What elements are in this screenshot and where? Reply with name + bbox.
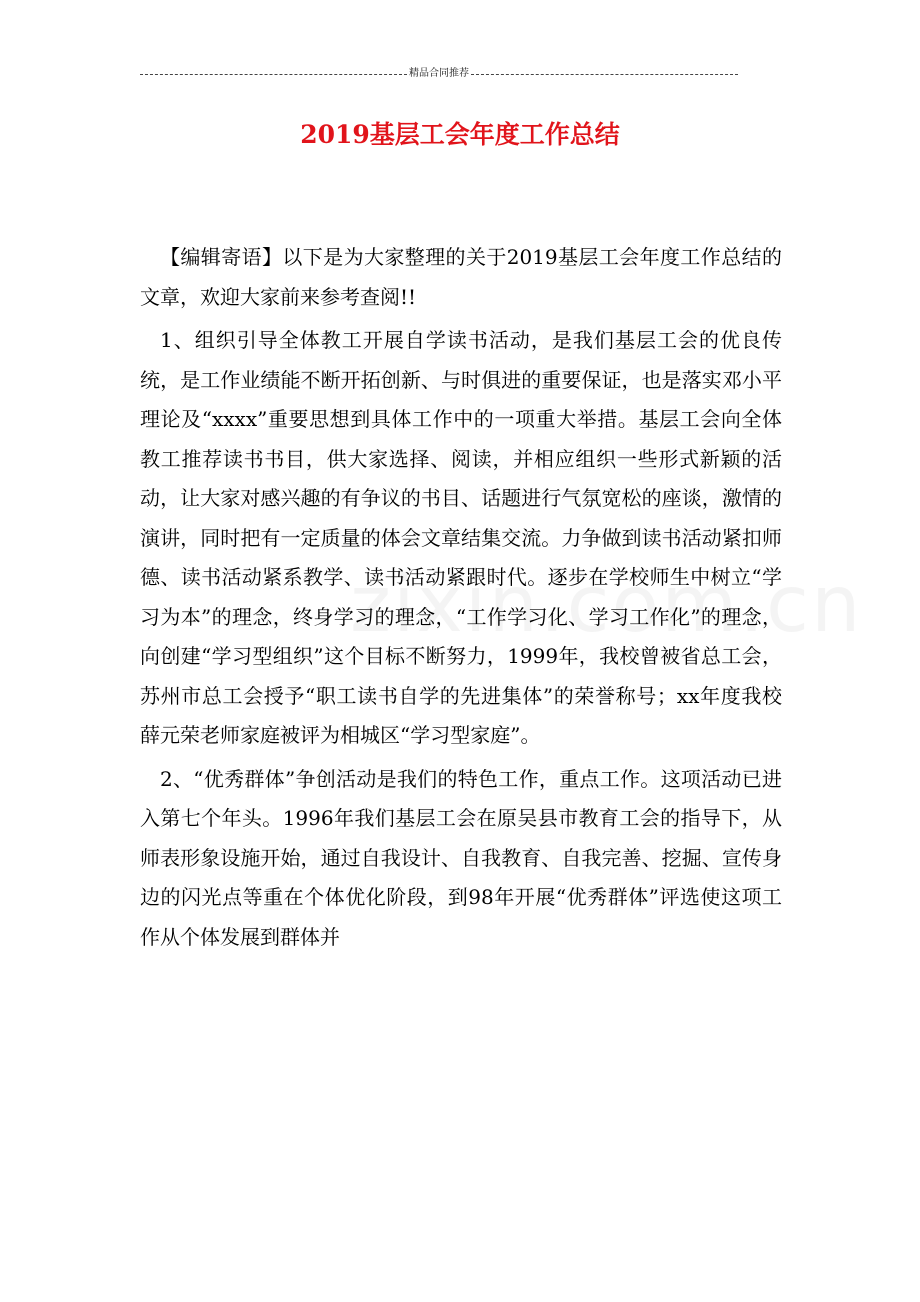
header-label: 精品合同推荐 xyxy=(409,68,469,79)
header-dash-right xyxy=(471,74,738,75)
header-dash-left xyxy=(140,74,407,75)
paragraph-intro: 【编辑寄语】以下是为大家整理的关于2019基层工会年度工作总结的文章，欢迎大家前来参考查阅!! xyxy=(140,245,782,309)
document-title: 2019基层工会年度工作总结 xyxy=(300,120,620,149)
paragraph-1: 1、组织引导全体教工开展自学读书活动，是我们基层工会的优良传统，是工作业绩能不断开拓创新、与时俱进的重要保证，也是落实邓小平理论及“xxxx”重要思想到具体工作中的一项重大举措。基层工会向全体教工推荐读书书目，供大家选择、阅读，并相应组织一些形式新颖的活动，让大家对感兴趣的有争议的书目、话题进行气氛宽松的座谈，激情的演讲，同时把有一定质量的体会文章结集交流。力争做到读书活动紧扣师德、读书活动紧系教学、读书活动紧跟时代。逐步在学校师生中树立“学习为本”的理念，终身学习的理念，“工作学习化、学习工作化”的理念，向创建“学习型组织”这个目标不断努力，1999年，我校曾被省总工会，苏州市总工会授予“职工读书自学的先进集体”的荣誉称号；xx年度我校薛元荣老师家庭被评为相城区“学习型家庭”。 xyxy=(140,328,782,747)
document-body xyxy=(140,238,782,961)
page-header xyxy=(140,66,738,82)
paragraph-2: 2、“优秀群体”争创活动是我们的特色工作，重点工作。这项活动已进入第七个年头。1996年我们基层工会在原吴县市教育工会的指导下，从师表形象设施开始，通过自我设计、自我教育、自我完善、挖掘、宣传身边的闪光点等重在个体优化阶段，到98年开展“优秀群体”评选使这项工作从个体发展到群体并 xyxy=(140,766,782,949)
